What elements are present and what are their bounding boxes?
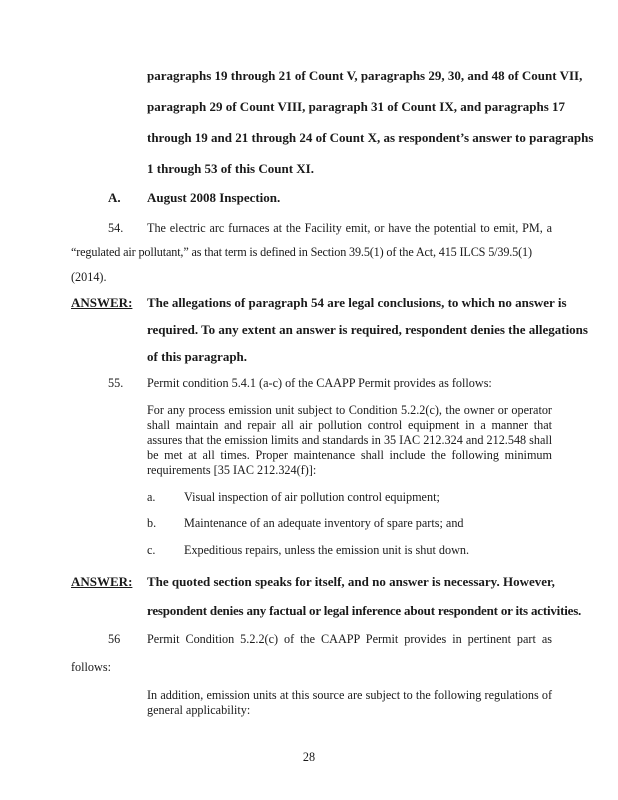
answer-54-label: ANSWER:: [71, 295, 133, 310]
paragraph-56-number: 56: [108, 632, 121, 646]
intro-line-2: [147, 99, 565, 115]
paragraph-56-line-1: Permit Condition 5.2.2(c) of the CAAPP Permit provides in pertinent part as: [147, 632, 552, 646]
paragraph-55-number: 55.: [108, 376, 124, 390]
intro-line-1: [147, 68, 583, 84]
answer-54-line-2: required. To any extent an answer is required, respondent denies the allegations: [147, 322, 588, 337]
paragraph-54-line-2: “regulated air pollutant,” as that term is defined in Section 39.5(1) of the Act, 415 ILCS 5/39.5(1): [71, 245, 532, 259]
section-title: August 2008 Inspection.: [147, 190, 281, 205]
intro-text-1: paragraphs 19 through 21 of Count V, paragraphs 29, 30, and 48 of Count VII,: [147, 68, 583, 83]
paragraph-56-line-2: follows:: [71, 660, 111, 674]
quote-55-line-2: shall maintain and repair all air pollution control equipment in a manner that: [147, 418, 552, 432]
intro-line-4: 1 through 53 of this Count XI.: [147, 161, 314, 176]
quote-55-line-1: For any process emission unit subject to Condition 5.2.2(c), the owner or operator: [147, 403, 552, 417]
intro-text-2: paragraph 29 of Count VIII, paragraph 31 of Count IX, and paragraphs 17: [147, 99, 565, 114]
answer-55-line-2: respondent denies any factual or legal inference about respondent or its activities.: [147, 603, 582, 618]
paragraph-54-line-1: The electric arc furnaces at the Facility emit, or have the potential to emit, PM, a: [147, 221, 552, 235]
quote-55-line-5: requirements [35 IAC 212.324(f)]:: [147, 463, 317, 477]
answer-55-line-1: The quoted section speaks for itself, and no answer is necessary. However,: [147, 574, 555, 589]
paragraph-54-line-3: (2014).: [71, 270, 107, 284]
section-letter: A.: [108, 190, 121, 205]
item-b-text: Maintenance of an adequate inventory of spare parts; and: [184, 516, 464, 530]
answer-55-label: ANSWER:: [71, 574, 133, 589]
quote-55-line-3: assures that the emission limits and standards in 35 IAC 212.324 and 212.548 shall: [147, 433, 553, 447]
item-c-letter: c.: [147, 543, 156, 557]
item-a-text: Visual inspection of air pollution control equipment;: [184, 490, 440, 504]
answer-54-line-3: of this paragraph.: [147, 349, 248, 364]
item-c-text: Expeditious repairs, unless the emission unit is shut down.: [184, 543, 470, 557]
quote-55-line-4: be met at all times. Proper maintenance shall include the following minimum: [147, 448, 552, 462]
quote-56-line-2: general applicability:: [147, 703, 251, 717]
intro-line-3: through 19 and 21 through 24 of Count X, as respondent’s answer to paragraphs: [147, 130, 594, 145]
quote-56-line-1: In addition, emission units at this source are subject to the following regulations of: [147, 688, 552, 702]
answer-54-line-1: The allegations of paragraph 54 are legal conclusions, to which no answer is: [147, 295, 567, 310]
paragraph-54-number: 54.: [108, 221, 124, 235]
page-number: 28: [302, 750, 316, 764]
item-b-letter: b.: [147, 516, 157, 530]
item-a-letter: a.: [147, 490, 156, 504]
paragraph-55-text: Permit condition 5.4.1 (a-c) of the CAAPP Permit provides as follows:: [147, 376, 492, 390]
